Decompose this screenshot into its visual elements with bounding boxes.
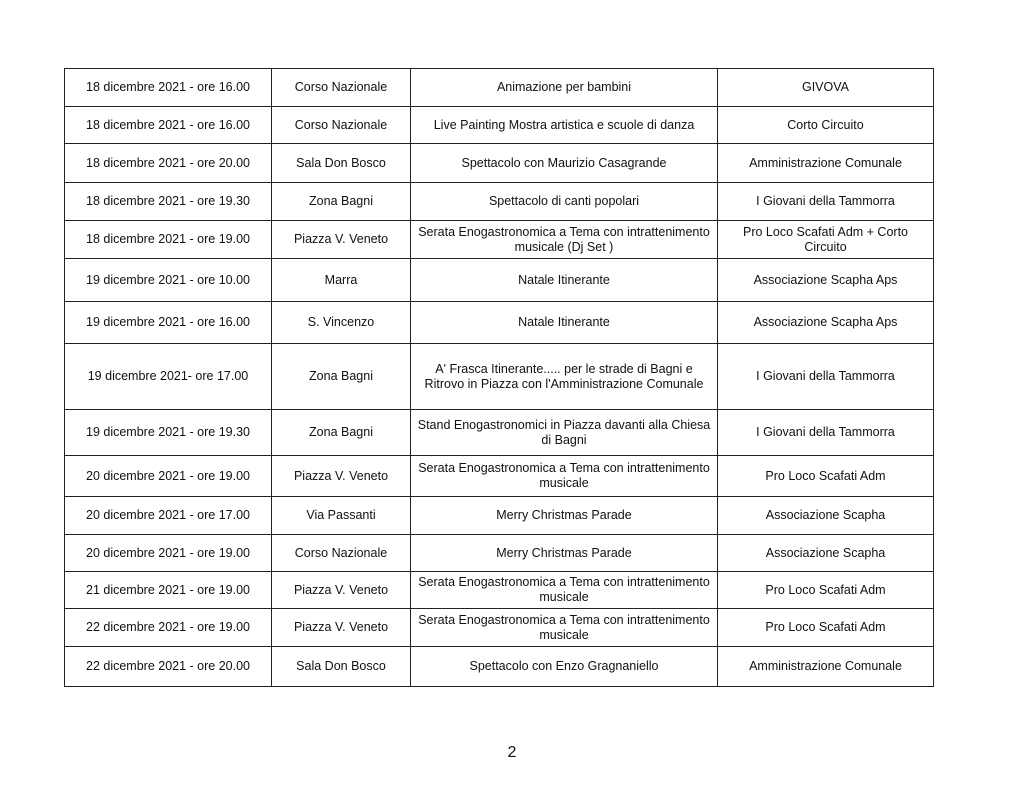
cell-event: Natale Itinerante <box>411 302 718 344</box>
cell-organizer: I Giovani della Tammorra <box>718 344 934 410</box>
cell-event: Stand Enogastronomici in Piazza davanti alla Chiesa di Bagni <box>411 410 718 456</box>
cell-date: 22 dicembre 2021 - ore 19.00 <box>65 609 272 647</box>
cell-date: 19 dicembre 2021 - ore 19.30 <box>65 410 272 456</box>
cell-date: 19 dicembre 2021 - ore 10.00 <box>65 259 272 302</box>
cell-date: 20 dicembre 2021 - ore 19.00 <box>65 535 272 572</box>
cell-place: Zona Bagni <box>272 410 411 456</box>
cell-organizer: Pro Loco Scafati Adm <box>718 456 934 497</box>
table-row <box>65 572 934 609</box>
cell-organizer: Associazione Scapha <box>718 535 934 572</box>
cell-event: Spettacolo con Enzo Gragnaniello <box>411 647 718 687</box>
cell-event: Natale Itinerante <box>411 259 718 302</box>
events-table <box>64 68 934 687</box>
table-row <box>65 69 934 107</box>
cell-place: Zona Bagni <box>272 183 411 221</box>
cell-organizer: Associazione Scapha Aps <box>718 259 934 302</box>
cell-organizer: GIVOVA <box>718 69 934 107</box>
cell-place: Corso Nazionale <box>272 535 411 572</box>
cell-place: Piazza V. Veneto <box>272 456 411 497</box>
table-row <box>65 259 934 302</box>
table-row <box>65 221 934 259</box>
cell-event: Serata Enogastronomica a Tema con intrattenimento musicale <box>411 572 718 609</box>
cell-date: 21 dicembre 2021 - ore 19.00 <box>65 572 272 609</box>
table-row <box>65 183 934 221</box>
cell-place: Marra <box>272 259 411 302</box>
cell-place: Sala Don Bosco <box>272 144 411 183</box>
table-row <box>65 456 934 497</box>
table-row <box>65 302 934 344</box>
cell-event: Serata Enogastronomica a Tema con intrattenimento musicale <box>411 609 718 647</box>
cell-event: Spettacolo di canti popolari <box>411 183 718 221</box>
table-row <box>65 144 934 183</box>
cell-date: 18 dicembre 2021 - ore 19.30 <box>65 183 272 221</box>
table-row <box>65 535 934 572</box>
table-row <box>65 497 934 535</box>
cell-organizer: Corto Circuito <box>718 107 934 144</box>
cell-event: A' Frasca Itinerante..... per le strade di Bagni e Ritrovo in Piazza con l'Amministrazione Comunale <box>411 344 718 410</box>
cell-place: S. Vincenzo <box>272 302 411 344</box>
cell-date: 19 dicembre 2021 - ore 16.00 <box>65 302 272 344</box>
cell-place: Piazza V. Veneto <box>272 572 411 609</box>
cell-date: 20 dicembre 2021 - ore 17.00 <box>65 497 272 535</box>
cell-event: Live Painting Mostra artistica e scuole di danza <box>411 107 718 144</box>
cell-place: Corso Nazionale <box>272 69 411 107</box>
page-number: 2 <box>507 744 517 761</box>
cell-organizer: Pro Loco Scafati Adm <box>718 609 934 647</box>
table-row <box>65 609 934 647</box>
cell-organizer: Pro Loco Scafati Adm + Corto Circuito <box>718 221 934 259</box>
cell-organizer: Amministrazione Comunale <box>718 647 934 687</box>
cell-event: Merry Christmas Parade <box>411 497 718 535</box>
cell-event: Animazione per bambini <box>411 69 718 107</box>
cell-date: 18 dicembre 2021 - ore 19.00 <box>65 221 272 259</box>
cell-event: Serata Enogastronomica a Tema con intrattenimento musicale <box>411 456 718 497</box>
cell-date: 18 dicembre 2021 - ore 16.00 <box>65 69 272 107</box>
cell-date: 18 dicembre 2021 - ore 16.00 <box>65 107 272 144</box>
cell-event: Spettacolo con Maurizio Casagrande <box>411 144 718 183</box>
cell-organizer: Associazione Scapha Aps <box>718 302 934 344</box>
cell-organizer: Pro Loco Scafati Adm <box>718 572 934 609</box>
cell-place: Sala Don Bosco <box>272 647 411 687</box>
cell-organizer: I Giovani della Tammorra <box>718 183 934 221</box>
cell-organizer: Amministrazione Comunale <box>718 144 934 183</box>
cell-place: Zona Bagni <box>272 344 411 410</box>
cell-place: Piazza V. Veneto <box>272 221 411 259</box>
table-row <box>65 344 934 410</box>
table-row <box>65 647 934 687</box>
table-row <box>65 410 934 456</box>
cell-date: 18 dicembre 2021 - ore 20.00 <box>65 144 272 183</box>
cell-date: 19 dicembre 2021- ore 17.00 <box>65 344 272 410</box>
cell-date: 22 dicembre 2021 - ore 20.00 <box>65 647 272 687</box>
cell-place: Piazza V. Veneto <box>272 609 411 647</box>
cell-organizer: I Giovani della Tammorra <box>718 410 934 456</box>
cell-place: Corso Nazionale <box>272 107 411 144</box>
table-row <box>65 107 934 144</box>
cell-event: Merry Christmas Parade <box>411 535 718 572</box>
cell-place: Via Passanti <box>272 497 411 535</box>
cell-organizer: Associazione Scapha <box>718 497 934 535</box>
cell-event: Serata Enogastronomica a Tema con intrattenimento musicale (Dj Set ) <box>411 221 718 259</box>
cell-date: 20 dicembre 2021 - ore 19.00 <box>65 456 272 497</box>
